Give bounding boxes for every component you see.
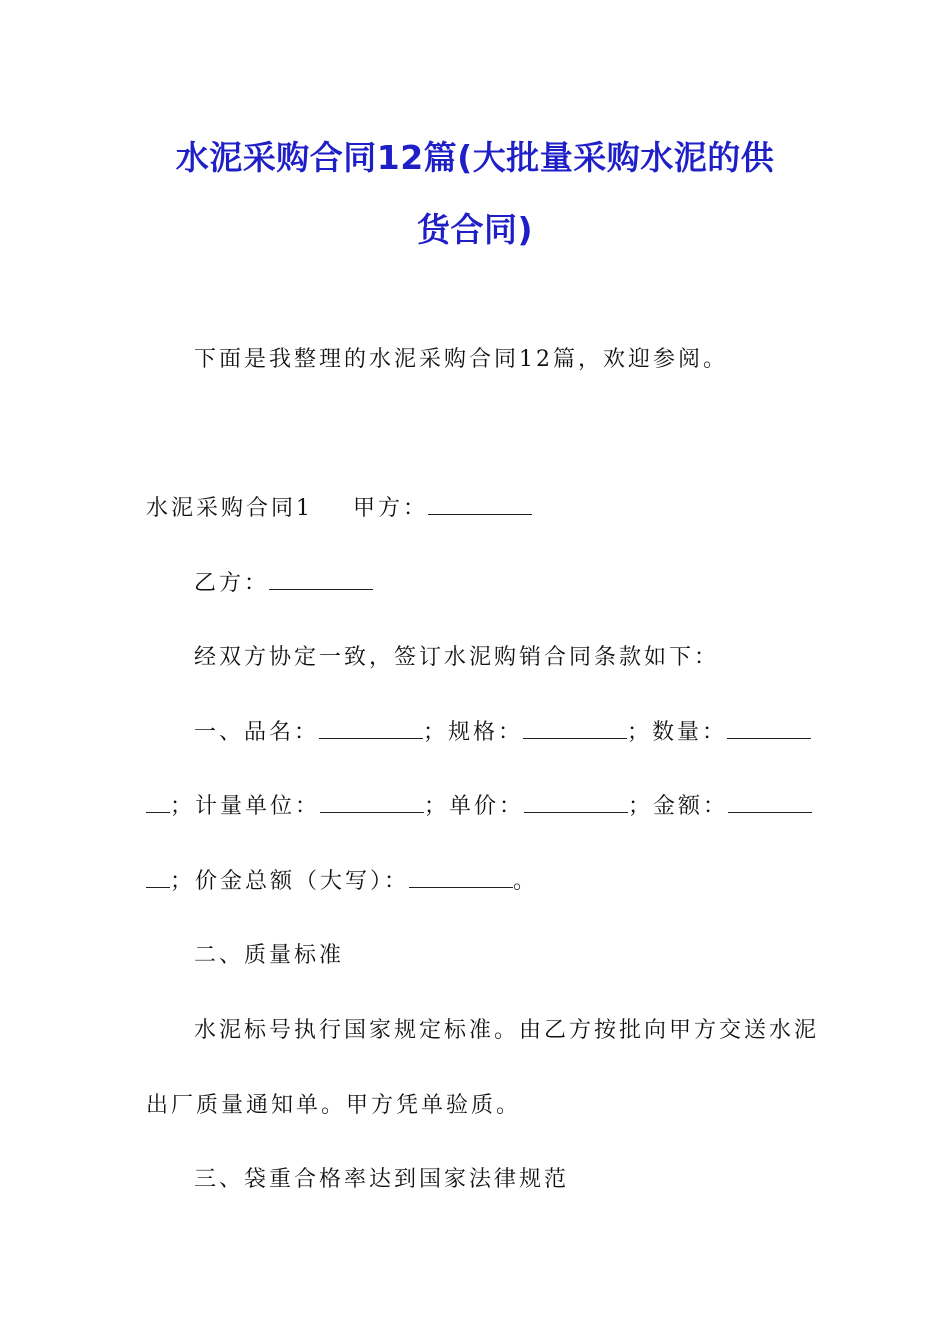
unit-price-label: ；单价： xyxy=(424,794,525,819)
item1-line-1 xyxy=(194,718,811,748)
unit-label: ；计量单位： xyxy=(170,794,321,819)
amount-blank xyxy=(728,792,812,813)
product-name-label: 一、品名： xyxy=(194,720,320,745)
quantity-blank-continued xyxy=(146,792,170,813)
section-2-heading: 二、质量标准 xyxy=(194,943,345,968)
total-amount-label: ；价金总额（大写）： xyxy=(170,869,410,894)
end-mark: 。 xyxy=(513,869,539,894)
spec-label: ；规格： xyxy=(423,720,524,745)
amount-blank-continued xyxy=(146,867,170,888)
party-b-label: 乙方： xyxy=(194,571,270,596)
quantity-blank xyxy=(727,718,811,739)
party-b-line xyxy=(194,569,373,599)
section-3-heading: 三、袋重合格率达到国家法律规范 xyxy=(194,1167,570,1192)
section-2-text-line-1: 水泥标号执行国家规定标准。由乙方按批向甲方交送水泥 xyxy=(194,1018,820,1043)
spec-blank xyxy=(523,718,627,739)
unit-blank xyxy=(320,792,424,813)
contract-heading: 水泥采购合同1 xyxy=(146,496,313,521)
party-a-label: 甲方： xyxy=(353,496,429,521)
document-title-line-2: 货合同) xyxy=(416,210,534,249)
product-name-blank xyxy=(319,718,423,739)
unit-price-blank xyxy=(524,792,628,813)
agreement-line: 经双方协定一致，签订水泥购销合同条款如下： xyxy=(194,645,720,670)
item1-line-2 xyxy=(146,792,812,822)
party-b-blank xyxy=(269,569,373,590)
intro-paragraph: 下面是我整理的水泥采购合同12篇，欢迎参阅。 xyxy=(194,347,728,372)
quantity-label: ；数量： xyxy=(627,720,728,745)
document-title-line-1: 水泥采购合同12篇(大批量采购水泥的供 xyxy=(175,138,775,177)
party-a-blank xyxy=(428,494,532,515)
section-2-text-line-2: 出厂质量通知单。甲方凭单验质。 xyxy=(146,1093,522,1118)
total-amount-blank xyxy=(409,867,513,888)
item1-line-3 xyxy=(146,867,538,897)
contract-heading-line xyxy=(146,494,532,524)
amount-label: ；金额： xyxy=(628,794,729,819)
